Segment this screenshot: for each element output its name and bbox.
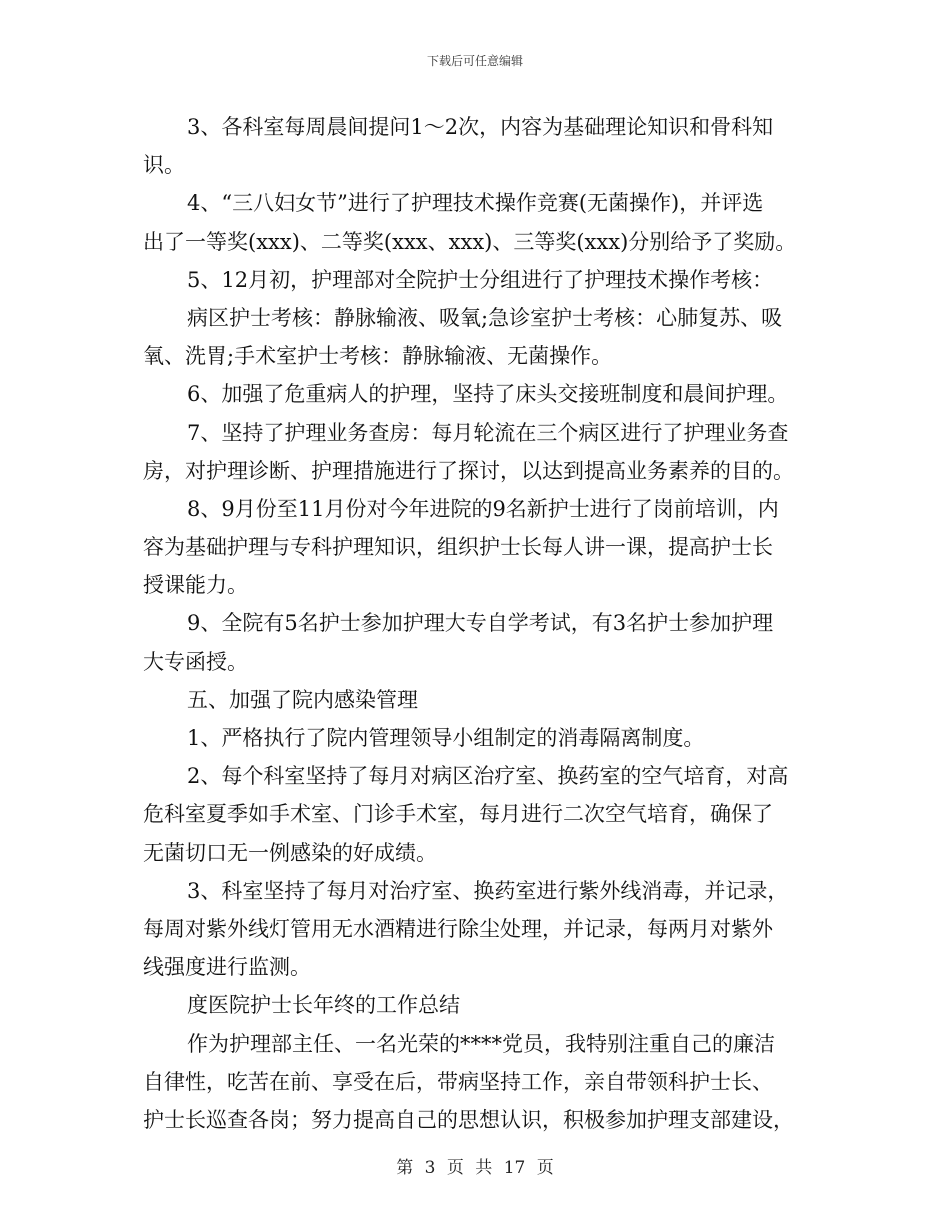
document-body xyxy=(143,108,809,1139)
paragraph-line: 6、加强了危重病人的护理，坚持了床头交接班制度和晨间护理。 xyxy=(187,382,789,407)
page-number-footer: 第 3 页 共 17 页 xyxy=(396,1158,554,1178)
paragraph-line: 授课能力。 xyxy=(143,573,248,598)
paragraph-line: 3、科室坚持了每月对治疗室、换药室进行紫外线消毒，并记录， xyxy=(187,878,789,903)
paragraph-line: 5、12月初，护理部对全院护士分组进行了护理技术操作考核： xyxy=(187,267,774,292)
paragraph-line: 7、坚持了护理业务查房：每月轮流在三个病区进行了护理业务查 xyxy=(187,420,789,445)
paragraph-line: 出了一等奖(xxx)、二等奖(xxx、xxx)、三等奖(xxx)分别给予了奖励。 xyxy=(143,229,797,254)
paragraph-line: 无菌切口无一例感染的好成绩。 xyxy=(143,840,437,865)
paragraph-line: 1、严格执行了院内管理领导小组制定的消毒隔离制度。 xyxy=(187,726,705,750)
paragraph-line: 氧、洗胃;手术室护士考核：静脉输液、无菌操作。 xyxy=(143,344,613,369)
section-title: 度医院护士长年终的工作总结 xyxy=(187,993,460,1018)
paragraph-line: 9、全院有5名护士参加护理大专自学考试，有3名护士参加护理 xyxy=(187,611,774,636)
paragraph-line: 房，对护理诊断、护理措施进行了探讨，以达到提高业务素养的目的。 xyxy=(143,458,794,483)
paragraph-line: 大专函授。 xyxy=(143,649,248,674)
paragraph-line: 8、9月份至11月份对今年进院的9名新护士进行了岗前培训，内 xyxy=(187,496,779,521)
paragraph-line: 自律性，吃苦在前、享受在后，带病坚持工作，亲自带领科护士长、 xyxy=(143,1069,773,1094)
paragraph-line: 2、每个科室坚持了每月对病区治疗室、换药室的空气培育，对高 xyxy=(187,764,789,789)
paragraph-line: 危科室夏季如手术室、门诊手术室，每月进行二次空气培育，确保了 xyxy=(143,802,773,827)
paragraph-line: 病区护士考核：静脉输液、吸氧;急诊室护士考核：心肺复苏、吸 xyxy=(187,305,783,330)
paragraph-line: 作为护理部主任、一名光荣的****党员，我特别注重自己的廉洁 xyxy=(187,1031,775,1056)
paragraph-line: 识。 xyxy=(143,153,185,178)
paragraph-line: 线强度进行监测。 xyxy=(143,955,311,980)
paragraph-line: 容为基础护理与专科护理知识，组织护士长每人讲一课，提高护士长 xyxy=(143,535,773,560)
page-header-note: 下载后可任意编辑 xyxy=(426,54,523,68)
paragraph-line: 每周对紫外线灯管用无水酒精进行除尘处理，并记录，每两月对紫外 xyxy=(143,916,773,941)
paragraph-line: 护士长巡查各岗；努力提高自己的思想认识，积极参加护理支部建设， xyxy=(143,1107,794,1132)
section-heading: 五、加强了院内感染管理 xyxy=(187,687,418,712)
paragraph-line: 4、“三八妇女节”进行了护理技术操作竞赛(无菌操作)，并评选 xyxy=(187,191,764,216)
paragraph-line: 3、各科室每周晨间提问1～2次，内容为基础理论知识和骨科知 xyxy=(187,115,774,139)
